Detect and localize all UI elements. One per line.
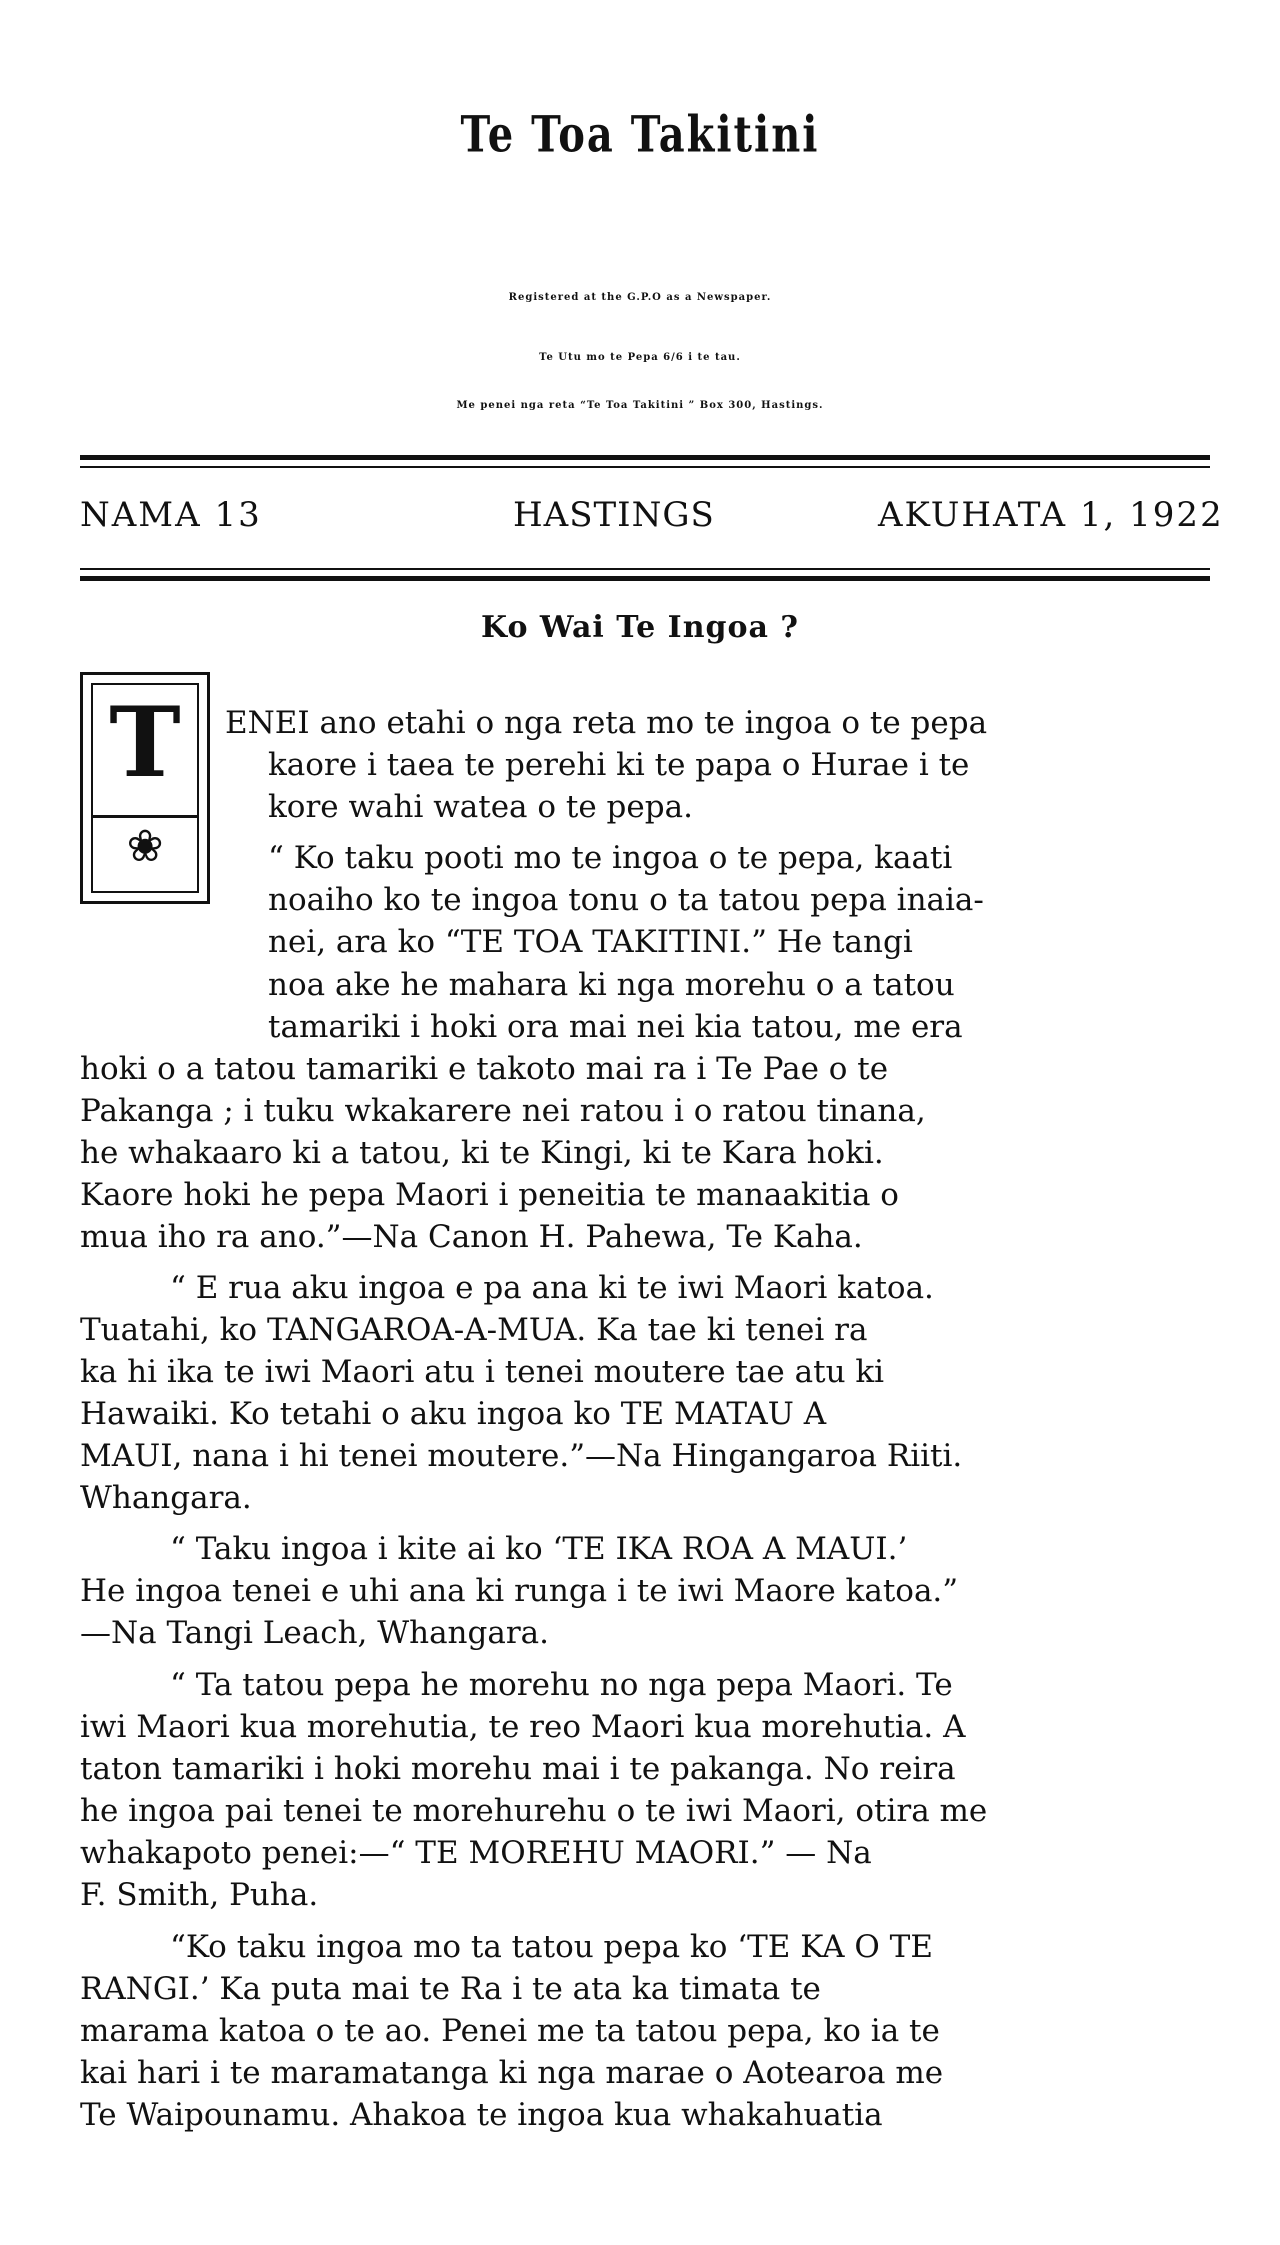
article-line: marama katoa o te ao. Penei me ta tatou pepa, ko ia te: [80, 2013, 940, 2049]
registration-notice: Registered at the G.P.O as a Newspaper.: [508, 292, 772, 303]
article-line: Pakanga ; i tuku wkakarere nei ratou i o ratou tinana,: [80, 1093, 926, 1129]
article-line: noa ake he mahara ki nga morehu o a tatou: [268, 967, 955, 1003]
article-line: noaiho ko te ingoa tonu o ta tatou pepa inaia-: [268, 882, 984, 918]
subscription-price: Te Utu mo te Pepa 6/6 i te tau.: [539, 352, 741, 363]
article-line: mua iho ra ano.”—Na Canon H. Pahewa, Te Kaha.: [80, 1219, 863, 1255]
mailing-address: Me penei nga reta “Te Toa Takitini ” Box 300, Hastings.: [456, 400, 824, 411]
article-line: Whangara.: [80, 1480, 252, 1516]
article-line: tamariki i hoki ora mai nei kia tatou, me era: [268, 1009, 963, 1045]
article-line: Hawaiki. Ko tetahi o aku ingoa ko TE MATAU A: [80, 1396, 827, 1432]
article-line: ka hi ika te iwi Maori atu i tenei moutere tae atu ki: [80, 1354, 885, 1390]
article-line: iwi Maori kua morehutia, te reo Maori kua morehutia. A: [80, 1709, 966, 1745]
article-line: kai hari i te maramatanga ki nga marae o Aotearoa me: [80, 2055, 944, 2091]
article-line: kaore i taea te perehi ki te papa o Hurae i te: [268, 747, 970, 783]
bottom-rule-thin: [80, 568, 1210, 570]
drop-cap-letter: T: [109, 686, 181, 799]
article-line: ENEI ano etahi o nga reta mo te ingoa o te pepa: [225, 705, 988, 741]
issue-number: NAMA 13: [80, 495, 262, 535]
masthead-title: Te Toa Takitini: [460, 105, 820, 164]
drop-cap-box: [80, 672, 210, 904]
article-line: RANGI.’ Ka puta mai te Ra i te ata ka timata te: [80, 1971, 821, 2007]
article-line: hoki o a tatou tamariki e takoto mai ra i Te Pae o te: [80, 1051, 889, 1087]
article-line: taton tamariki i hoki morehu mai i te pakanga. No reira: [80, 1751, 956, 1787]
article-line: He ingoa tenei e uhi ana ki runga i te iwi Maore katoa.”: [80, 1573, 959, 1609]
issue-place: HASTINGS: [513, 495, 715, 535]
issue-date: AKUHATA 1, 1922: [878, 495, 1224, 535]
article-line: Te Waipounamu. Ahakoa te ingoa kua whakahuatia: [80, 2097, 883, 2133]
bottom-rule-thick: [80, 576, 1210, 581]
article-line: whakapoto penei:—“ TE MOREHU MAORI.” — Na: [80, 1835, 872, 1871]
article-line: he ingoa pai tenei te morehurehu o te iwi Maori, otira me: [80, 1793, 988, 1829]
article-line: Tuatahi, ko TANGAROA-A-MUA. Ka tae ki tenei ra: [80, 1312, 868, 1348]
article-line: “ E rua aku ingoa e pa ana ki te iwi Maori katoa.: [170, 1270, 934, 1306]
top-rule-thin: [80, 466, 1210, 468]
article-line: kore wahi watea o te pepa.: [268, 789, 693, 825]
article-line: nei, ara ko “TE TOA TAKITINI.” He tangi: [268, 924, 913, 960]
flower-ornament-icon: ❀: [126, 821, 164, 872]
article-line: Kaore hoki he pepa Maori i peneitia te manaakitia o: [80, 1177, 899, 1213]
article-headline: Ko Wai Te Ingoa ?: [481, 610, 799, 645]
article-line: MAUI, nana i hi tenei moutere.”—Na Hingangaroa Riiti.: [80, 1438, 963, 1474]
article-line: F. Smith, Puha.: [80, 1877, 319, 1913]
article-line: “ Taku ingoa i kite ai ko ‘TE IKA ROA A MAUI.’: [170, 1531, 908, 1567]
drop-cap-divider: [91, 815, 199, 818]
article-line: “ Ko taku pooti mo te ingoa o te pepa, kaati: [268, 840, 953, 876]
top-rule-thick: [80, 455, 1210, 460]
article-line: he whakaaro ki a tatou, ki te Kingi, ki te Kara hoki.: [80, 1135, 884, 1171]
article-line: “ Ta tatou pepa he morehu no nga pepa Maori. Te: [170, 1667, 953, 1703]
article-line: “Ko taku ingoa mo ta tatou pepa ko ‘TE KA O TE: [170, 1929, 933, 1965]
article-line: —Na Tangi Leach, Whangara.: [80, 1615, 549, 1651]
